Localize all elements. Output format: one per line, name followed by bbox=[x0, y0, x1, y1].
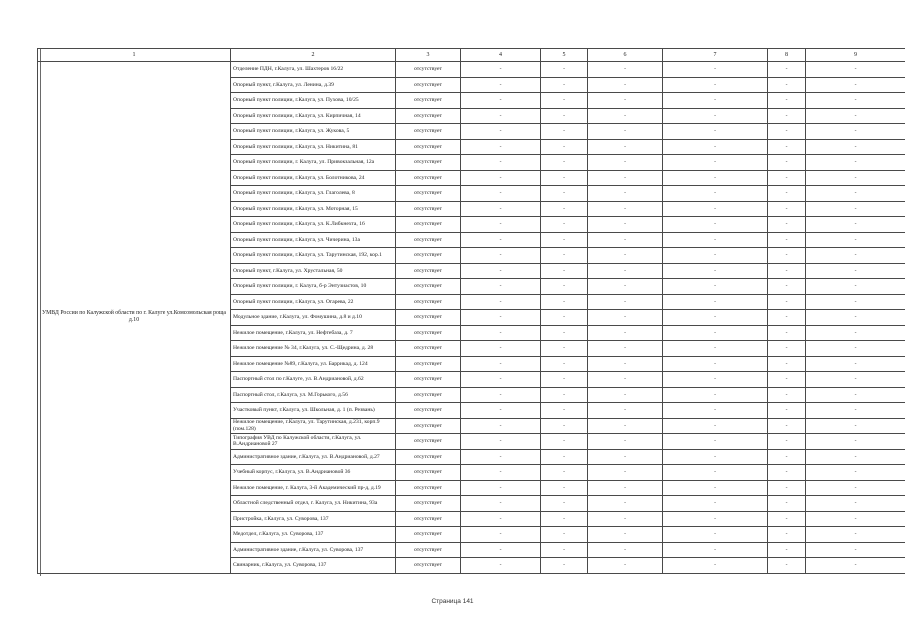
value-cell: - bbox=[806, 310, 905, 326]
status-cell: отсутствует bbox=[396, 480, 461, 496]
value-cell: - bbox=[806, 527, 905, 543]
value-cell: - bbox=[806, 217, 905, 233]
value-cell: - bbox=[768, 232, 806, 248]
column-header: 9 bbox=[806, 49, 905, 62]
value-cell: - bbox=[588, 294, 663, 310]
address-cell: Отделение ПДН, г.Калуга, ул. Шахтеров 16/22 bbox=[231, 62, 396, 78]
value-cell: - bbox=[461, 403, 541, 419]
value-cell: - bbox=[461, 511, 541, 527]
value-cell: - bbox=[461, 542, 541, 558]
value-cell: - bbox=[806, 558, 905, 574]
value-cell: - bbox=[768, 465, 806, 481]
value-cell: - bbox=[806, 465, 905, 481]
value-cell: - bbox=[541, 403, 588, 419]
value-cell: - bbox=[663, 511, 768, 527]
value-cell: - bbox=[541, 310, 588, 326]
value-cell: - bbox=[663, 201, 768, 217]
value-cell: - bbox=[768, 418, 806, 434]
address-cell: Опорный пункт, г.Калуга, ул. Хрустальная, 50 bbox=[231, 263, 396, 279]
value-cell: - bbox=[541, 155, 588, 171]
value-cell: - bbox=[806, 434, 905, 450]
value-cell: - bbox=[461, 310, 541, 326]
value-cell: - bbox=[663, 480, 768, 496]
status-cell: отсутствует bbox=[396, 542, 461, 558]
value-cell: - bbox=[541, 341, 588, 357]
value-cell: - bbox=[461, 77, 541, 93]
status-cell: отсутствует bbox=[396, 341, 461, 357]
value-cell: - bbox=[588, 403, 663, 419]
value-cell: - bbox=[588, 480, 663, 496]
value-cell: - bbox=[541, 480, 588, 496]
value-cell: - bbox=[461, 201, 541, 217]
value-cell: - bbox=[768, 77, 806, 93]
value-cell: - bbox=[541, 77, 588, 93]
value-cell: - bbox=[588, 108, 663, 124]
value-cell: - bbox=[768, 403, 806, 419]
status-cell: отсутствует bbox=[396, 496, 461, 512]
value-cell: - bbox=[588, 186, 663, 202]
address-cell: Опорный пункт полиции, г.Калуга, ул. Моторная, 15 bbox=[231, 201, 396, 217]
value-cell: - bbox=[663, 341, 768, 357]
value-cell: - bbox=[806, 418, 905, 434]
facilities-table bbox=[37, 48, 905, 574]
address-cell: Опорный пункт полиции, г.Калуга, ул. Болотникова, 24 bbox=[231, 170, 396, 186]
value-cell: - bbox=[768, 356, 806, 372]
header-row bbox=[38, 49, 905, 62]
value-cell: - bbox=[768, 310, 806, 326]
status-cell: отсутствует bbox=[396, 294, 461, 310]
value-cell: - bbox=[806, 248, 905, 264]
value-cell: - bbox=[461, 372, 541, 388]
value-cell: - bbox=[588, 325, 663, 341]
address-cell: Административное здание, г.Калуга, ул. В.Андриановой, д.27 bbox=[231, 449, 396, 465]
value-cell: - bbox=[541, 139, 588, 155]
value-cell: - bbox=[588, 449, 663, 465]
address-cell: Опорный пункт полиции, г.Калуга, ул. Жукова, 5 bbox=[231, 124, 396, 140]
value-cell: - bbox=[541, 170, 588, 186]
value-cell: - bbox=[461, 93, 541, 109]
value-cell: - bbox=[461, 465, 541, 481]
column-header: 2 bbox=[231, 49, 396, 62]
value-cell: - bbox=[806, 108, 905, 124]
value-cell: - bbox=[588, 496, 663, 512]
value-cell: - bbox=[461, 294, 541, 310]
value-cell: - bbox=[806, 139, 905, 155]
value-cell: - bbox=[588, 201, 663, 217]
value-cell: - bbox=[541, 62, 588, 78]
value-cell: - bbox=[461, 496, 541, 512]
value-cell: - bbox=[663, 310, 768, 326]
value-cell: - bbox=[806, 124, 905, 140]
column-header: 1 bbox=[38, 49, 231, 62]
value-cell: - bbox=[768, 217, 806, 233]
value-cell: - bbox=[806, 186, 905, 202]
column-header: 8 bbox=[768, 49, 806, 62]
status-cell: отсутствует bbox=[396, 263, 461, 279]
value-cell: - bbox=[768, 108, 806, 124]
table-row bbox=[38, 62, 905, 78]
value-cell: - bbox=[806, 77, 905, 93]
value-cell: - bbox=[461, 418, 541, 434]
status-cell: отсутствует bbox=[396, 465, 461, 481]
value-cell: - bbox=[663, 434, 768, 450]
value-cell: - bbox=[806, 93, 905, 109]
value-cell: - bbox=[541, 108, 588, 124]
value-cell: - bbox=[663, 263, 768, 279]
status-cell: отсутствует bbox=[396, 186, 461, 202]
value-cell: - bbox=[541, 248, 588, 264]
value-cell: - bbox=[663, 170, 768, 186]
address-cell: Паспортный стол по г.Калуге, ул. В.Андриановой, д.62 bbox=[231, 372, 396, 388]
value-cell: - bbox=[461, 170, 541, 186]
address-cell: Опорный пункт полиции, г. Калуга, б-р Энтузиастов, 10 bbox=[231, 279, 396, 295]
value-cell: - bbox=[588, 341, 663, 357]
value-cell: - bbox=[588, 263, 663, 279]
value-cell: - bbox=[541, 186, 588, 202]
value-cell: - bbox=[663, 186, 768, 202]
value-cell: - bbox=[541, 496, 588, 512]
value-cell: - bbox=[588, 372, 663, 388]
status-cell: отсутствует bbox=[396, 279, 461, 295]
value-cell: - bbox=[768, 434, 806, 450]
value-cell: - bbox=[663, 542, 768, 558]
value-cell: - bbox=[461, 232, 541, 248]
value-cell: - bbox=[806, 511, 905, 527]
value-cell: - bbox=[768, 279, 806, 295]
value-cell: - bbox=[461, 527, 541, 543]
value-cell: - bbox=[663, 139, 768, 155]
value-cell: - bbox=[768, 263, 806, 279]
value-cell: - bbox=[541, 356, 588, 372]
value-cell: - bbox=[663, 77, 768, 93]
value-cell: - bbox=[663, 527, 768, 543]
value-cell: - bbox=[541, 201, 588, 217]
column-header: 7 bbox=[663, 49, 768, 62]
value-cell: - bbox=[541, 511, 588, 527]
status-cell: отсутствует bbox=[396, 372, 461, 388]
value-cell: - bbox=[806, 387, 905, 403]
value-cell: - bbox=[663, 372, 768, 388]
status-cell: отсутствует bbox=[396, 108, 461, 124]
value-cell: - bbox=[663, 93, 768, 109]
status-cell: отсутствует bbox=[396, 139, 461, 155]
value-cell: - bbox=[806, 542, 905, 558]
address-cell: Опорный пункт полиции, г. Калуга, ул. Привокзальная, 12а bbox=[231, 155, 396, 171]
value-cell: - bbox=[768, 62, 806, 78]
value-cell: - bbox=[541, 325, 588, 341]
value-cell: - bbox=[461, 480, 541, 496]
value-cell: - bbox=[768, 186, 806, 202]
value-cell: - bbox=[663, 62, 768, 78]
status-cell: отсутствует bbox=[396, 217, 461, 233]
value-cell: - bbox=[541, 263, 588, 279]
address-cell: Опорный пункт полиции, г.Калуга, ул. Огарева, 22 bbox=[231, 294, 396, 310]
value-cell: - bbox=[768, 527, 806, 543]
address-cell: Опорный пункт полиции, г.Калуга, ул. Никитина, 81 bbox=[231, 139, 396, 155]
value-cell: - bbox=[588, 217, 663, 233]
value-cell: - bbox=[588, 356, 663, 372]
value-cell: - bbox=[588, 62, 663, 78]
value-cell: - bbox=[663, 217, 768, 233]
value-cell: - bbox=[806, 62, 905, 78]
value-cell: - bbox=[768, 558, 806, 574]
status-cell: отсутствует bbox=[396, 170, 461, 186]
status-cell: отсутствует bbox=[396, 124, 461, 140]
status-cell: отсутствует bbox=[396, 558, 461, 574]
value-cell: - bbox=[541, 372, 588, 388]
value-cell: - bbox=[461, 139, 541, 155]
value-cell: - bbox=[461, 108, 541, 124]
value-cell: - bbox=[461, 155, 541, 171]
value-cell: - bbox=[768, 294, 806, 310]
address-cell: Паспортный стол, г.Калуга, ул. М.Горького, д.56 bbox=[231, 387, 396, 403]
value-cell: - bbox=[461, 387, 541, 403]
value-cell: - bbox=[541, 279, 588, 295]
value-cell: - bbox=[588, 418, 663, 434]
value-cell: - bbox=[768, 341, 806, 357]
value-cell: - bbox=[588, 93, 663, 109]
value-cell: - bbox=[588, 434, 663, 450]
value-cell: - bbox=[588, 155, 663, 171]
value-cell: - bbox=[806, 170, 905, 186]
value-cell: - bbox=[768, 155, 806, 171]
value-cell: - bbox=[806, 263, 905, 279]
status-cell: отсутствует bbox=[396, 232, 461, 248]
address-cell: Участковый пункт, г.Калуга, ул. Школьная, д. 1 (п. Резвань) bbox=[231, 403, 396, 419]
value-cell: - bbox=[768, 124, 806, 140]
address-cell: Свинарник, г.Калуга, ул. Суворова, 137 bbox=[231, 558, 396, 574]
status-cell: отсутствует bbox=[396, 403, 461, 419]
value-cell: - bbox=[541, 465, 588, 481]
value-cell: - bbox=[663, 294, 768, 310]
status-cell: отсутствует bbox=[396, 310, 461, 326]
page-number: Страница 141 bbox=[431, 598, 474, 605]
value-cell: - bbox=[806, 496, 905, 512]
value-cell: - bbox=[588, 527, 663, 543]
address-cell: Нежилое помещение, г.Калуга, ул. Нефтебаза, д. 7 bbox=[231, 325, 396, 341]
value-cell: - bbox=[541, 294, 588, 310]
value-cell: - bbox=[588, 279, 663, 295]
value-cell: - bbox=[806, 449, 905, 465]
value-cell: - bbox=[541, 558, 588, 574]
value-cell: - bbox=[461, 356, 541, 372]
value-cell: - bbox=[663, 496, 768, 512]
value-cell: - bbox=[588, 248, 663, 264]
value-cell: - bbox=[588, 124, 663, 140]
status-cell: отсутствует bbox=[396, 418, 461, 434]
column-header: 3 bbox=[396, 49, 461, 62]
value-cell: - bbox=[461, 263, 541, 279]
value-cell: - bbox=[541, 232, 588, 248]
status-cell: отсутствует bbox=[396, 387, 461, 403]
column-header: 6 bbox=[588, 49, 663, 62]
value-cell: - bbox=[768, 93, 806, 109]
status-cell: отсутствует bbox=[396, 93, 461, 109]
value-cell: - bbox=[663, 403, 768, 419]
value-cell: - bbox=[663, 124, 768, 140]
value-cell: - bbox=[461, 558, 541, 574]
value-cell: - bbox=[461, 341, 541, 357]
value-cell: - bbox=[768, 248, 806, 264]
value-cell: - bbox=[768, 139, 806, 155]
value-cell: - bbox=[663, 558, 768, 574]
status-cell: отсутствует bbox=[396, 356, 461, 372]
value-cell: - bbox=[461, 434, 541, 450]
address-cell: Нежилое помещение № 34, г.Калуга, ул. С.-Щедрина, д. 28 bbox=[231, 341, 396, 357]
status-cell: отсутствует bbox=[396, 248, 461, 264]
value-cell: - bbox=[768, 449, 806, 465]
value-cell: - bbox=[588, 558, 663, 574]
status-cell: отсутствует bbox=[396, 155, 461, 171]
value-cell: - bbox=[663, 465, 768, 481]
value-cell: - bbox=[806, 325, 905, 341]
address-cell: Областной следственный отдел, г. Калуга, ул. Никитина, 93а bbox=[231, 496, 396, 512]
value-cell: - bbox=[588, 511, 663, 527]
value-cell: - bbox=[541, 124, 588, 140]
address-cell: Опорный пункт полиции, г.Калуга, ул. Тарутинская, 192, кор.1 bbox=[231, 248, 396, 264]
value-cell: - bbox=[461, 62, 541, 78]
address-cell: Административное здание, г.Калуга, ул. Суворова, 137 bbox=[231, 542, 396, 558]
value-cell: - bbox=[541, 418, 588, 434]
status-cell: отсутствует bbox=[396, 511, 461, 527]
value-cell: - bbox=[806, 403, 905, 419]
address-cell: Пристройка, г.Калуга, ул. Суворова, 137 bbox=[231, 511, 396, 527]
value-cell: - bbox=[461, 279, 541, 295]
value-cell: - bbox=[768, 372, 806, 388]
value-cell: - bbox=[663, 449, 768, 465]
address-cell: Опорный пункт, г.Калуга, ул. Ленина, д.39 bbox=[231, 77, 396, 93]
value-cell: - bbox=[588, 77, 663, 93]
status-cell: отсутствует bbox=[396, 434, 461, 450]
value-cell: - bbox=[806, 341, 905, 357]
value-cell: - bbox=[588, 310, 663, 326]
value-cell: - bbox=[588, 542, 663, 558]
value-cell: - bbox=[588, 465, 663, 481]
status-cell: отсутствует bbox=[396, 325, 461, 341]
column-header: 4 bbox=[461, 49, 541, 62]
value-cell: - bbox=[541, 542, 588, 558]
address-cell: Опорный пункт полиции, г.Калуга, ул. Кирпичная, 14 bbox=[231, 108, 396, 124]
value-cell: - bbox=[461, 217, 541, 233]
value-cell: - bbox=[663, 232, 768, 248]
value-cell: - bbox=[768, 496, 806, 512]
value-cell: - bbox=[541, 93, 588, 109]
column-header: 5 bbox=[541, 49, 588, 62]
value-cell: - bbox=[663, 325, 768, 341]
value-cell: - bbox=[461, 248, 541, 264]
value-cell: - bbox=[588, 139, 663, 155]
address-cell: Модульное здание, г.Калуга, ул. Фомушина, д.8 и д.10 bbox=[231, 310, 396, 326]
address-cell: Опорный пункт полиции, г.Калуга, ул. Чичерина, 13а bbox=[231, 232, 396, 248]
value-cell: - bbox=[541, 449, 588, 465]
value-cell: - bbox=[768, 201, 806, 217]
value-cell: - bbox=[663, 279, 768, 295]
address-cell: Учебный корпус, г.Калуга, ул. В.Андриановой 36 bbox=[231, 465, 396, 481]
value-cell: - bbox=[768, 325, 806, 341]
value-cell: - bbox=[541, 387, 588, 403]
value-cell: - bbox=[663, 418, 768, 434]
value-cell: - bbox=[541, 434, 588, 450]
address-cell: Опорный пункт полиции, г.Калуга, ул. Пухова, 10/25 bbox=[231, 93, 396, 109]
value-cell: - bbox=[768, 387, 806, 403]
value-cell: - bbox=[461, 325, 541, 341]
value-cell: - bbox=[768, 511, 806, 527]
address-cell: Нежилое помещение, г.Калуга, ул. Тарутинская, д.231, корп.9 (пом.128) bbox=[231, 418, 396, 434]
value-cell: - bbox=[663, 248, 768, 264]
value-cell: - bbox=[806, 155, 905, 171]
value-cell: - bbox=[806, 480, 905, 496]
address-cell: Нежилое помещение №89, г.Калуга, ул. Баррикад, д. 124 bbox=[231, 356, 396, 372]
value-cell: - bbox=[588, 232, 663, 248]
value-cell: - bbox=[806, 232, 905, 248]
address-cell: Опорный пункт полиции, г.Калуга, ул. Глаголева, 8 bbox=[231, 186, 396, 202]
address-cell: Медотдел, г.Калуга, ул. Суворова, 137 bbox=[231, 527, 396, 543]
value-cell: - bbox=[541, 217, 588, 233]
value-cell: - bbox=[461, 186, 541, 202]
value-cell: - bbox=[806, 279, 905, 295]
value-cell: - bbox=[768, 170, 806, 186]
value-cell: - bbox=[461, 449, 541, 465]
value-cell: - bbox=[588, 387, 663, 403]
value-cell: - bbox=[768, 542, 806, 558]
value-cell: - bbox=[806, 201, 905, 217]
status-cell: отсутствует bbox=[396, 527, 461, 543]
status-cell: отсутствует bbox=[396, 201, 461, 217]
status-cell: отсутствует bbox=[396, 449, 461, 465]
value-cell: - bbox=[806, 356, 905, 372]
value-cell: - bbox=[663, 155, 768, 171]
value-cell: - bbox=[588, 170, 663, 186]
value-cell: - bbox=[663, 108, 768, 124]
value-cell: - bbox=[768, 480, 806, 496]
organization-cell: УМВД России по Калужской области по г. Калуге ул.Комсомольская роща д.10 bbox=[38, 62, 231, 574]
address-cell: Опорный пункт полиции, г.Калуга, ул. К.Либкнехта, 16 bbox=[231, 217, 396, 233]
value-cell: - bbox=[663, 356, 768, 372]
document-sheet bbox=[37, 48, 905, 574]
value-cell: - bbox=[541, 527, 588, 543]
value-cell: - bbox=[663, 387, 768, 403]
status-cell: отсутствует bbox=[396, 62, 461, 78]
address-cell: Типография УВД по Калужской области, г.Калуга, ул. В.Андриановой 27 bbox=[231, 434, 396, 450]
value-cell: - bbox=[806, 372, 905, 388]
value-cell: - bbox=[461, 124, 541, 140]
value-cell: - bbox=[806, 294, 905, 310]
status-cell: отсутствует bbox=[396, 77, 461, 93]
address-cell: Нежилое помещение, г. Калуга, 3-й Академический пр-д, д.19 bbox=[231, 480, 396, 496]
